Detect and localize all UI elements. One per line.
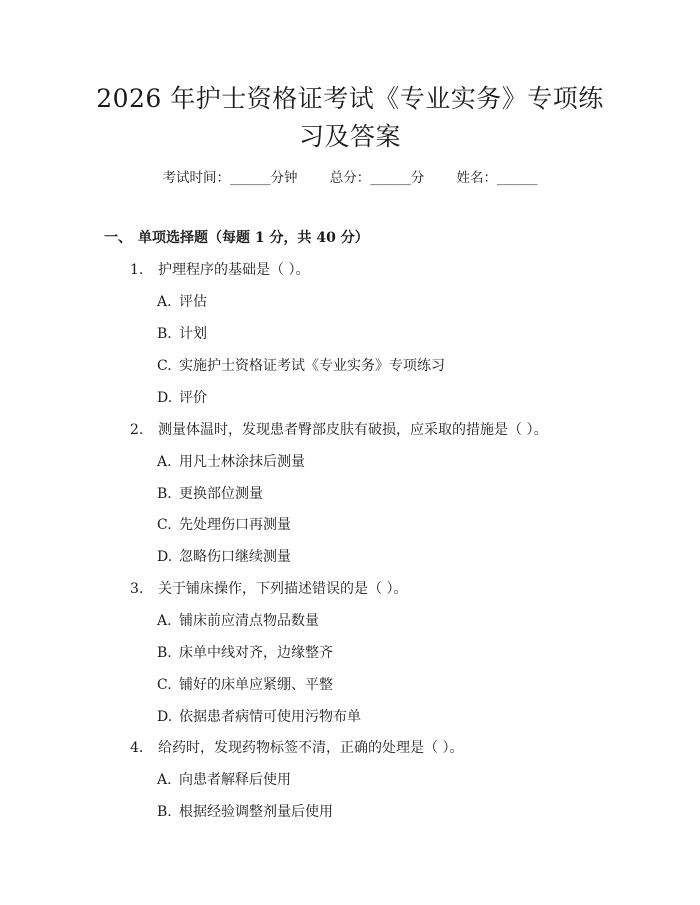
option-label: D. <box>157 390 173 406</box>
option-label: B. <box>157 645 172 661</box>
exam-time-field: 考试时间：______分钟 <box>162 170 298 186</box>
option-label: C. <box>157 517 172 533</box>
question-1-option-a <box>157 292 207 312</box>
option-text: 床单中线对齐，边缘整齐 <box>179 645 333 661</box>
question-text: 测量体温时，发现患者臀部皮肤有破损，应采取的措施是（ ）。 <box>158 422 548 438</box>
option-label: A. <box>157 294 172 310</box>
option-label: B. <box>157 804 172 820</box>
section-number: 一、 <box>104 230 132 246</box>
option-label: A. <box>157 613 172 629</box>
question-1 <box>130 260 309 280</box>
question-number: 1. <box>130 262 144 278</box>
title-line-1: 2026 年护士资格证考试《专业实务》专项练 <box>96 84 604 113</box>
section-heading <box>104 228 369 248</box>
question-4 <box>130 738 463 758</box>
option-text: 忽略伤口继续测量 <box>179 549 291 565</box>
question-text: 护理程序的基础是（ ）。 <box>158 262 310 278</box>
option-label: A. <box>157 454 172 470</box>
option-text: 根据经验调整剂量后使用 <box>179 804 333 820</box>
question-1-option-d <box>157 388 207 408</box>
option-text: 铺好的床单应紧绷、平整 <box>179 677 333 693</box>
document-title <box>70 80 630 156</box>
question-4-option-a <box>157 770 291 790</box>
option-text: 铺床前应清点物品数量 <box>179 613 319 629</box>
option-label: B. <box>157 486 172 502</box>
question-2-option-b <box>157 484 263 504</box>
question-3-option-d <box>157 707 361 727</box>
option-label: C. <box>157 358 172 374</box>
option-label: D. <box>157 709 173 725</box>
option-text: 实施护士资格证考试《专业实务》专项练习 <box>179 358 445 374</box>
question-4-option-b <box>157 802 333 822</box>
option-text: 依据患者病情可使用污物布单 <box>179 709 361 725</box>
question-number: 3. <box>130 581 144 597</box>
option-text: 用凡士林涂抹后测量 <box>179 454 305 470</box>
question-text: 关于铺床操作，下列描述错误的是（ ）。 <box>158 581 408 597</box>
question-2-option-d <box>157 547 291 567</box>
option-text: 计划 <box>179 326 207 342</box>
question-2-option-a <box>157 452 305 472</box>
section-title: 单项选择题（每题 1 分，共 40 分） <box>138 230 369 246</box>
question-number: 2. <box>130 422 144 438</box>
question-number: 4. <box>130 740 144 756</box>
option-text: 更换部位测量 <box>179 486 263 502</box>
name-field: 姓名：______ <box>456 170 538 186</box>
option-text: 评价 <box>179 390 207 406</box>
option-label: B. <box>157 326 172 342</box>
title-line-2: 习及答案 <box>298 122 401 151</box>
question-3-option-a <box>157 611 319 631</box>
question-text: 给药时，发现药物标签不清，正确的处理是（ ）。 <box>158 740 464 756</box>
question-3 <box>130 579 407 599</box>
total-score-field: 总分：______分 <box>329 170 425 186</box>
exam-info-line <box>0 168 700 188</box>
question-3-option-b <box>157 643 333 663</box>
question-1-option-b <box>157 324 207 344</box>
question-1-option-c <box>157 356 445 376</box>
option-label: D. <box>157 549 173 565</box>
option-label: C. <box>157 677 172 693</box>
question-2 <box>130 420 547 440</box>
option-text: 评估 <box>179 294 207 310</box>
option-text: 向患者解释后使用 <box>179 772 291 788</box>
question-2-option-c <box>157 515 291 535</box>
option-text: 先处理伤口再测量 <box>179 517 291 533</box>
option-label: A. <box>157 772 172 788</box>
question-3-option-c <box>157 675 333 695</box>
